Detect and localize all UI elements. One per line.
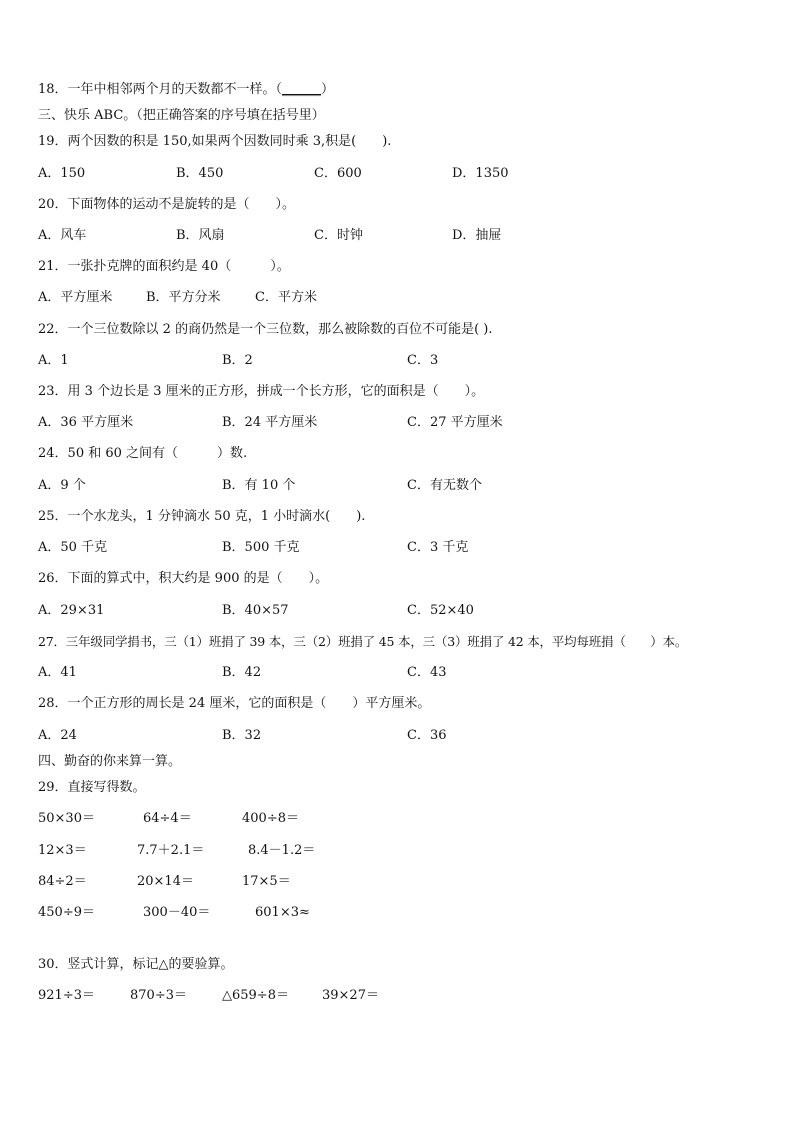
question-30-stem: 30．竖式计算，标记△的要验算。 <box>38 957 234 972</box>
q26-option-a[interactable]: A．29×31 <box>38 603 105 618</box>
q28-option-c[interactable]: C．36 <box>407 728 447 743</box>
vertical-calc-item[interactable]: 39×27＝ <box>322 988 379 1003</box>
q24-option-b[interactable]: B．有 10 个 <box>222 478 296 493</box>
answer-blank[interactable]: ______ <box>282 82 322 97</box>
q22-option-a[interactable]: A．1 <box>38 353 69 368</box>
q23-option-c[interactable]: C．27 平方厘米 <box>407 415 503 430</box>
q28-option-b[interactable]: B．32 <box>222 728 262 743</box>
question-19-stem: 19．两个因数的积是 150,如果两个因数同时乘 3,积是( ). <box>38 134 392 149</box>
mental-math-item[interactable]: 7.7＋2.1＝ <box>137 843 205 858</box>
mental-math-item[interactable]: 64÷4＝ <box>143 811 192 826</box>
q22-option-c[interactable]: C．3 <box>407 353 439 368</box>
q27-option-c[interactable]: C．43 <box>407 665 447 680</box>
q20-option-c[interactable]: C．时钟 <box>314 228 363 243</box>
question-21-stem: 21．一张扑克牌的面积约是 40（ ）。 <box>38 259 290 274</box>
q25-option-c[interactable]: C．3 千克 <box>407 540 469 555</box>
mental-math-item[interactable]: 8.4－1.2＝ <box>248 843 316 858</box>
q21-option-c[interactable]: C．平方米 <box>255 290 317 305</box>
q21-option-b[interactable]: B．平方分米 <box>146 290 221 305</box>
mental-math-item[interactable]: 300－40＝ <box>143 905 211 920</box>
section-3-heading: 三、快乐 ABC。（把正确答案的序号填在括号里） <box>38 108 325 123</box>
question-29-stem: 29．直接写得数。 <box>38 780 146 795</box>
mental-math-item[interactable]: 17×5＝ <box>242 874 291 889</box>
question-23-stem: 23．用 3 个边长是 3 厘米的正方形，拼成一个长方形，它的面积是（ ）。 <box>38 384 485 399</box>
q24-option-a[interactable]: A．9 个 <box>38 478 86 493</box>
q20-option-b[interactable]: B．风扇 <box>176 228 225 243</box>
question-18: 18．一年中相邻两个月的天数都不一样。（______） <box>38 82 335 97</box>
q19-option-c[interactable]: C．600 <box>314 166 362 181</box>
q23-option-b[interactable]: B．24 平方厘米 <box>222 415 318 430</box>
question-27-stem: 27．三年级同学捐书，三（1）班捐了 39 本，三（2）班捐了 45 本，三（3）班捐了 42 本，平均每班捐（ ）本。 <box>38 634 688 649</box>
q27-option-a[interactable]: A．41 <box>38 665 77 680</box>
question-26-stem: 26．下面的算式中，积大约是 900 的是（ ）。 <box>38 571 329 586</box>
q26-option-c[interactable]: C．52×40 <box>407 603 474 618</box>
question-22-stem: 22．一个三位数除以 2 的商仍然是一个三位数，那么被除数的百位不可能是( ). <box>38 322 493 337</box>
vertical-calc-item[interactable]: △659÷8＝ <box>222 988 289 1003</box>
q26-option-b[interactable]: B．40×57 <box>222 603 289 618</box>
question-28-stem: 28．一个正方形的周长是 24 厘米，它的面积是（ ）平方厘米。 <box>38 696 431 711</box>
mental-math-item[interactable]: 50×30＝ <box>38 811 95 826</box>
section-4-heading: 四、勤奋的你来算一算。 <box>38 754 182 769</box>
q25-option-b[interactable]: B．500 千克 <box>222 540 300 555</box>
vertical-calc-item[interactable]: 921÷3＝ <box>38 988 95 1003</box>
q27-option-b[interactable]: B．42 <box>222 665 262 680</box>
q25-option-a[interactable]: A．50 千克 <box>38 540 108 555</box>
q20-option-a[interactable]: A．风车 <box>38 228 87 243</box>
q19-option-b[interactable]: B．450 <box>176 166 224 181</box>
mental-math-item[interactable]: 84÷2＝ <box>38 874 87 889</box>
q23-option-a[interactable]: A．36 平方厘米 <box>38 415 134 430</box>
q28-option-a[interactable]: A．24 <box>38 728 77 743</box>
mental-math-item[interactable]: 450÷9＝ <box>38 905 95 920</box>
q24-option-c[interactable]: C．有无数个 <box>407 478 482 493</box>
mental-math-item[interactable]: 400÷8＝ <box>242 811 299 826</box>
mental-math-item[interactable]: 12×3＝ <box>38 843 87 858</box>
vertical-calc-item[interactable]: 870÷3＝ <box>130 988 187 1003</box>
mental-math-item[interactable]: 601×3≈ <box>255 905 310 920</box>
q20-option-d[interactable]: D．抽屉 <box>452 228 502 243</box>
question-24-stem: 24．50 和 60 之间有（ ）数. <box>38 446 248 461</box>
q22-option-b[interactable]: B．2 <box>222 353 253 368</box>
q19-option-d[interactable]: D．1350 <box>452 166 509 181</box>
q21-option-a[interactable]: A．平方厘米 <box>38 290 113 305</box>
mental-math-item[interactable]: 20×14＝ <box>137 874 194 889</box>
question-20-stem: 20．下面物体的运动不是旋转的是（ ）。 <box>38 197 296 212</box>
question-25-stem: 25．一个水龙头，1 分钟滴水 50 克，1 小时滴水( ). <box>38 509 366 524</box>
q19-option-a[interactable]: A．150 <box>38 166 86 181</box>
